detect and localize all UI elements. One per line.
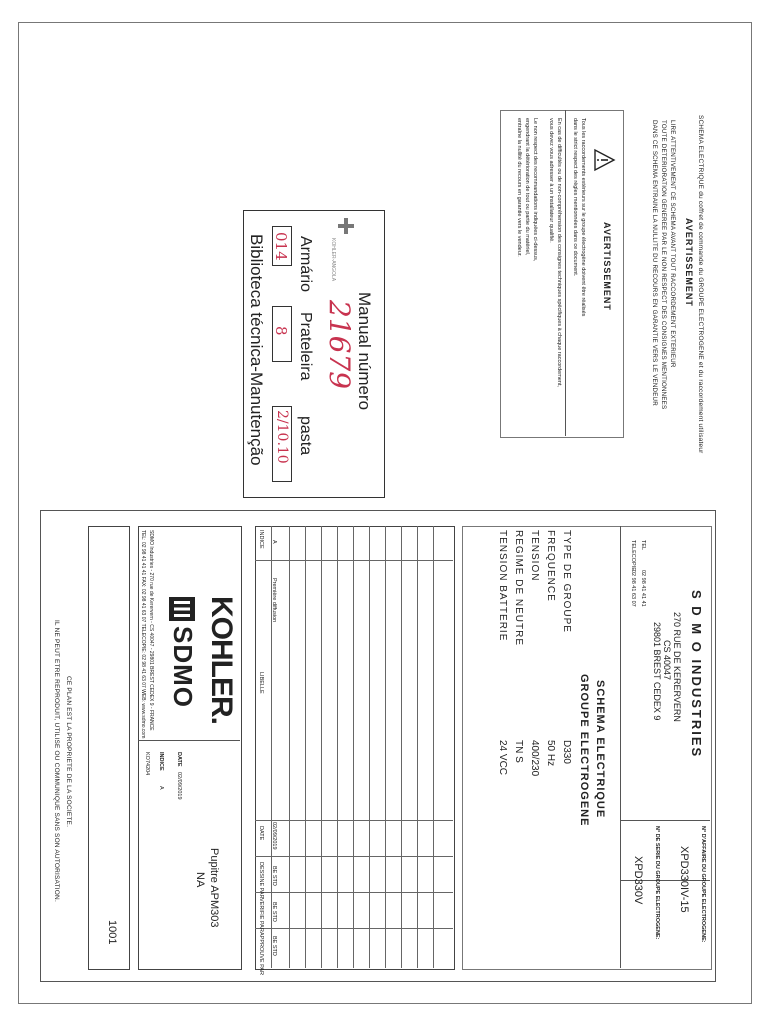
company-name: S D M O INDUSTRIES [689,590,704,759]
rev-row-approuve: BE STD [271,936,277,956]
schema-row-label-2: FREQUENCE [545,530,556,602]
rev-row-verifie: BE STD [271,902,277,922]
footer-line-1: CE PLAN EST LA PROPRIETE DE LA SOCIETE. [65,676,72,828]
stamp-pasta-value: 2/10.10 [274,410,290,464]
revision-row-line [337,526,338,968]
titleblock-date-value: 02/09/2019 [176,772,182,800]
revision-row-line [417,526,418,968]
stamp-manual-number: 21679 [323,300,356,390]
schema-row-label-4: REGIME DE NEUTRE [513,530,524,647]
schema-row-label-5: TENSION BATTERIE [497,530,508,642]
revision-column-line [255,892,453,893]
revision-row-line [385,526,386,968]
titleblock-indice-value: A [158,786,164,790]
rev-header-date: DATE [258,826,264,841]
rev-row-libelle: Première diffusion [271,578,277,623]
rev-header-libelle: LIBELLE [258,672,264,694]
company-tel-value: 02 98 41 41 41 [640,570,646,607]
schema-row-label-3: TENSION [529,530,540,582]
serie-label: N° DE SERIE DU GROUPE ELECTROGENE: [654,826,660,940]
revision-column-line [255,856,453,857]
revision-row-line [369,526,370,968]
revision-row-line [353,526,354,968]
pupitre-title: Pupitre APM303 [208,848,220,928]
stamp-prateleira-label: Prateleira [297,312,314,381]
schema-row-value-1: D330 [561,740,572,764]
company-fax-label: TELECOPIE [630,540,636,571]
titleblock-indice-label: INDICE [158,752,164,771]
kohler-angola-logo [338,218,354,234]
pupitre-na: NA [194,872,206,888]
warning-body-1: Tous les raccordements extérieurs sur le groupe électrogène doivent être réalisés [580,118,586,317]
rev-header-dessine: DESSINE PAR [258,862,264,899]
rev-row-dessine: BE STD [271,866,277,886]
footer-line-2: IL NE PEUT ETRE REPRODUIT, UTILISE OU COMMUNIQUE SANS SON AUTORISATION. [53,620,60,902]
warning-title-mid: AVERTISSEMENT [602,222,612,311]
warning-body-7: entraîne la nullité du recours en garantie vers le vendeur. [516,118,522,257]
serie-value: XPD330V [632,856,644,905]
kohler-logo-text: KOHLER. [205,596,238,724]
warning-line-top-2: TOUTE DETERIORATION GENEREE PAR LE NON RESPECT DES CONSIGNES MENTIONNEES [660,120,667,410]
schema-row-value-3: 400/230 [529,740,540,777]
stamp-manual-label: Manual número [355,292,374,411]
warning-divider-line [565,110,566,436]
stamp-library-label: Biblioteca técnica-Manutenção [247,234,266,466]
stamp-pasta-label: pasta [297,416,314,456]
stamp-armario-label: Armário [297,236,314,293]
titleblock-ref: KO74204 [144,752,150,776]
stamp-armario-value: 014 [272,232,290,261]
warning-body-3: En cas de difficultés ou de non-compréhension des consignes techniques spécifiques à chaque raccordement, [556,118,562,387]
revision-column-line [255,560,453,561]
rev-header-verifie: VERIFIE PAR [258,898,264,932]
rev-header-approuve: APPROUVE PAR [258,932,264,975]
warning-body-2: dans le strict respect des règles mentionnées dans ce document. [572,118,578,277]
sdmo-logo-mark [168,596,196,622]
titleblock-date-label: DATE [176,752,182,767]
schema-title-1: SCHEMA ELECTRIQUE [594,680,606,819]
sheet-number: 1001 [106,920,118,945]
company-addr-3: 29801 BREST CEDEX 9 [652,622,662,721]
schema-row-value-4: TN S [513,740,524,763]
revision-column-line [255,820,453,821]
kohler-angola-text: KOHLER-ANGOLA [330,238,336,282]
schema-row-value-2: 50 Hz [545,740,556,767]
rev-header-indice: INDICE [258,530,264,549]
warning-triangle-icon [592,148,616,172]
sdmo-logo-text: SDMO [168,626,198,708]
stamp-prateleira-value: 8 [272,326,290,336]
revision-table [255,526,455,970]
affaire-divider [620,820,710,821]
revision-row-line [321,526,322,968]
affaire-value: XPD330IV-15 [678,846,690,913]
company-fax-value: 02 98 41 63 07 [630,570,636,607]
company-divider [620,526,621,968]
warning-body-6: engendrant la détérioration de tout ou partie du matériel, [524,118,530,256]
schema-row-value-5: 24 VCC [497,740,508,776]
rev-row-date: 02/09/2019 [271,822,277,850]
sheet-number-box [88,526,130,970]
rev-row-indice: A [271,540,277,544]
revision-row-line [305,526,306,968]
warning-body-4: vous devez vous adresser à un installateur qualifié. [548,118,554,243]
brand-block-divider [138,740,240,741]
schema-row-label-1: TYPE DE GROUPE [561,530,572,633]
warning-intro: SCHEMA ELECTRIQUE du coffret de commande du GROUPE ELECTROGENE et du raccordement utilisateur [697,115,704,454]
warning-line-top-1: LIRE ATTENTIVEMENT CE SCHEMA AVANT TOUT RACCORDEMENT EXTERIEUR [669,120,676,368]
brand-address-1: SDMO Industries - 270 rue de Kerervern - CS 40047 - 29801 BREST CEDEX 9 - FRANCE [148,530,154,731]
warning-title-top: AVERTISSEMENT [684,218,694,307]
revision-column-line [255,928,453,929]
company-addr-1: 270 RUE DE KERERVERN [672,612,682,722]
company-tel-label: TEL [640,540,646,551]
revision-row-line [289,526,290,968]
warning-body-5: Le non respect des recommandations indiquées ci-dessus, [532,118,538,262]
brand-address-2: TEL: 02 98 41 41 41 FAX: 02 98 41 63 07 TELECOPIE: 02 98 41 63 07 WEB: www.sdmo.com [140,530,146,739]
revision-row-line [433,526,434,968]
revision-row-line [401,526,402,968]
affaire-label: N° D'AFFAIRE DU GROUPE ELECTROGENE: [700,826,706,943]
company-addr-2: CS 40047 [662,640,672,681]
warning-line-top-3: DANS CE SCHEMA ENTRAINE LA NULLITE DU RECOURS EN GARANTIE VERS LE VENDEUR [651,120,658,406]
schema-title-2: GROUPE ELECTROGENE [578,674,590,827]
